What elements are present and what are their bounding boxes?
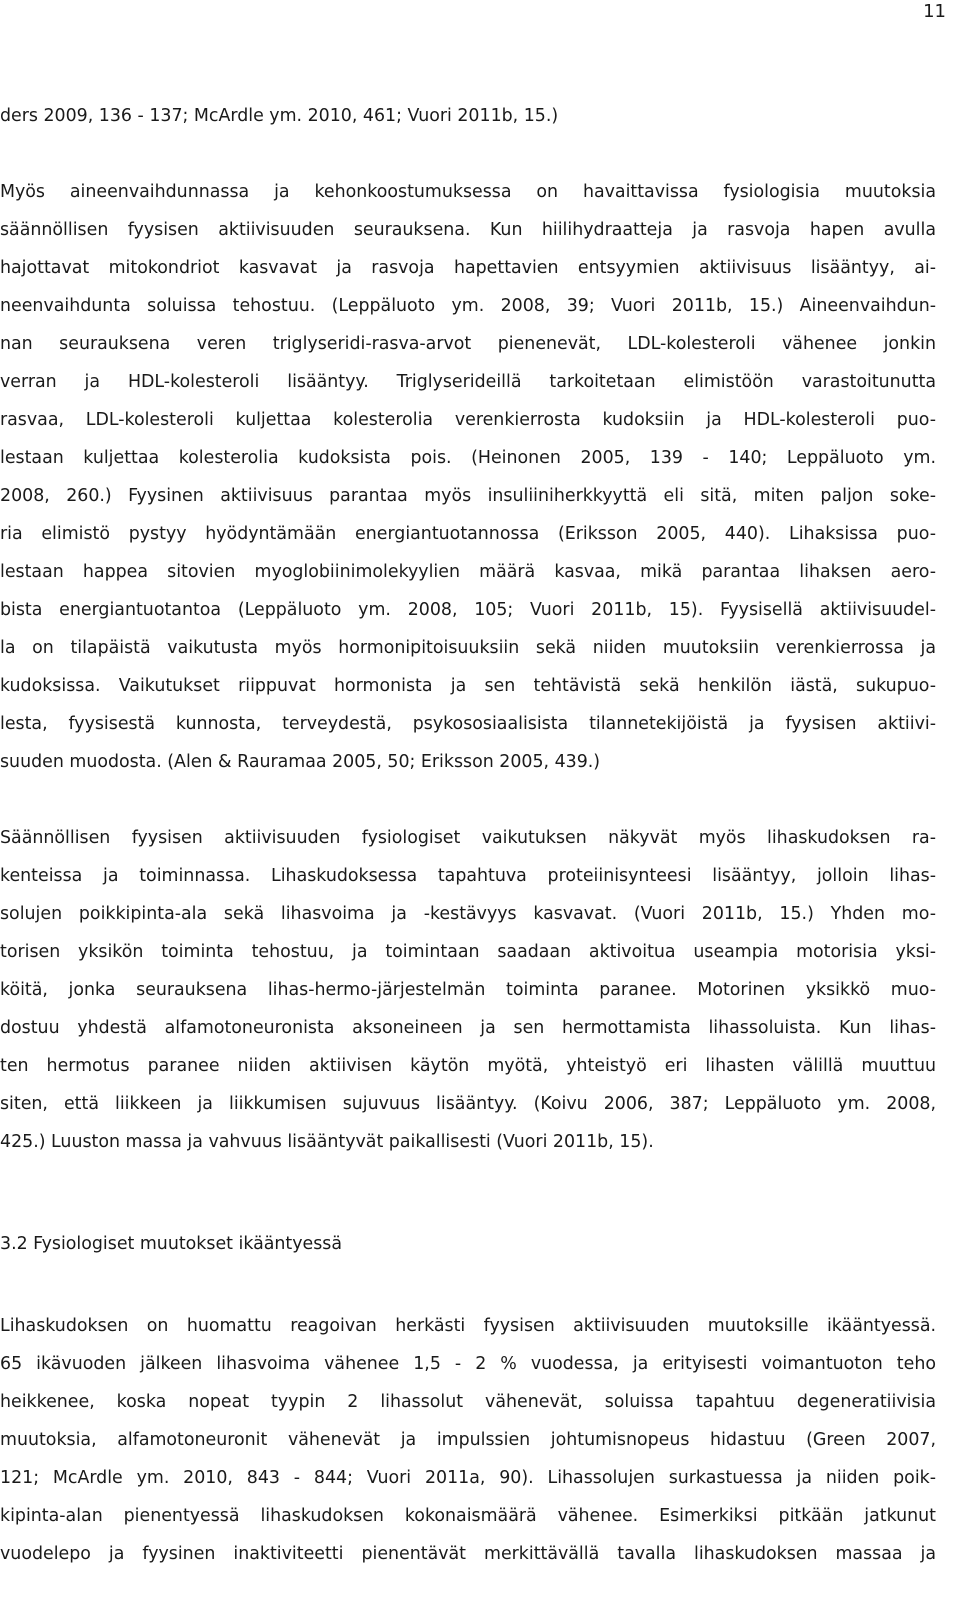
text-line: Säännöllisen fyysisen aktiivisuuden fysiologiset vaikutuksen näkyvät myös lihaskudoksen ra-: [0, 828, 936, 848]
text-line: 2008, 260.) Fyysinen aktiivisuus parantaa myös insuliiniherkkyyttä eli sitä, miten paljon soke-: [0, 486, 936, 506]
text-line: muutoksia, alfamotoneuronit vähenevät ja impulssien johtumisnopeus hidastuu (Green 2007,: [0, 1430, 936, 1450]
text-line: kipinta-alan pienentyessä lihaskudoksen kokonaismäärä vähenee. Esimerkiksi pitkään jatkunut: [0, 1506, 936, 1526]
text-line: Myös aineenvaihdunnassa ja kehonkoostumuksessa on havaittavissa fysiologisia muutoksia: [0, 182, 936, 202]
text-line: suuden muodosta. (Alen & Rauramaa 2005, 50; Eriksson 2005, 439.): [0, 752, 601, 772]
text-line: 425.) Luuston massa ja vahvuus lisääntyvät paikallisesti (Vuori 2011b, 15).: [0, 1132, 654, 1152]
text-line: köitä, jonka seurauksena lihas-hermo-järjestelmän toiminta paranee. Motorinen yksikkö muo-: [0, 980, 936, 1000]
text-line: verran ja HDL-kolesteroli lisääntyy. Triglyserideillä tarkoitetaan elimistöön varastoitunutta: [0, 372, 936, 392]
text-line: Lihaskudoksen on huomattu reagoivan herkästi fyysisen aktiivisuuden muutoksille ikääntyessä.: [0, 1316, 936, 1336]
text-line: ten hermotus paranee niiden aktiivisen käytön myötä, yhteistyö eri lihasten välillä muuttuu: [0, 1056, 936, 1076]
text-line: dostuu yhdestä alfamotoneuronista aksoneineen ja sen hermottamista lihassoluista. Kun lihas-: [0, 1018, 936, 1038]
text-line: heikkenee, koska nopeat tyypin 2 lihassolut vähenevät, soluissa tapahtuu degeneratiivisia: [0, 1392, 936, 1412]
text-line: siten, että liikkeen ja liikkumisen sujuvuus lisääntyy. (Koivu 2006, 387; Leppäluoto ym. 2008,: [0, 1094, 936, 1114]
page-number: 11: [923, 1, 946, 22]
text-line: rasvaa, LDL-kolesteroli kuljettaa kolesterolia verenkierrosta kudoksiin ja HDL-kolesteroli puo-: [0, 410, 936, 430]
text-line: hajottavat mitokondriot kasvavat ja rasvoja hapettavien entsyymien aktiivisuus lisääntyy, ai-: [0, 258, 936, 278]
text-line: la on tilapäistä vaikutusta myös hormonipitoisuuksiin sekä niiden muutoksiin verenkierrossa ja: [0, 638, 936, 658]
text-line: säännöllisen fyysisen aktiivisuuden seurauksena. Kun hiilihydraatteja ja rasvoja hapen avulla: [0, 220, 936, 240]
text-line: vuodelepo ja fyysinen inaktiviteetti pienentävät merkittävällä tavalla lihaskudoksen massaa ja: [0, 1544, 936, 1564]
text-line: lestaan kuljettaa kolesterolia kudoksista pois. (Heinonen 2005, 139 - 140; Leppäluoto ym.: [0, 448, 936, 468]
text-line: kenteissa ja toiminnassa. Lihaskudoksessa tapahtuva proteiinisynteesi lisääntyy, jolloin lihas-: [0, 866, 936, 886]
text-line: lestaan happea sitovien myoglobiinimolekyylien määrä kasvaa, mikä parantaa lihaksen aero-: [0, 562, 936, 582]
text-line: nan seurauksena veren triglyseridi-rasva-arvot pienenevät, LDL-kolesteroli vähenee jonkin: [0, 334, 936, 354]
text-line: lesta, fyysisestä kunnosta, terveydestä, psykososiaalisista tilannetekijöistä ja fyysisen aktiivi-: [0, 714, 936, 734]
section-heading: 3.2 Fysiologiset muutokset ikääntyessä: [0, 1234, 343, 1254]
text-line: kudoksissa. Vaikutukset riippuvat hormonista ja sen tehtävistä sekä henkilön iästä, sukupuo-: [0, 676, 936, 696]
text-line: 121; McArdle ym. 2010, 843 - 844; Vuori 2011a, 90). Lihassolujen surkastuessa ja niiden poik-: [0, 1468, 936, 1488]
text-line: solujen poikkipinta-ala sekä lihasvoima ja -kestävyys kasvavat. (Vuori 2011b, 15.) Yhden mo-: [0, 904, 936, 924]
text-line: bista energiantuotantoa (Leppäluoto ym. 2008, 105; Vuori 2011b, 15). Fyysisellä aktiivisuudel-: [0, 600, 936, 620]
text-line: neenvaihdunta soluissa tehostuu. (Leppäluoto ym. 2008, 39; Vuori 2011b, 15.) Aineenvaihdun-: [0, 296, 936, 316]
text-line: ria elimistö pystyy hyödyntämään energiantuotannossa (Eriksson 2005, 440). Lihaksissa puo-: [0, 524, 936, 544]
text-line: ders 2009, 136 - 137; McArdle ym. 2010, 461; Vuori 2011b, 15.): [0, 106, 559, 126]
text-line: torisen yksikön toiminta tehostuu, ja toimintaan saadaan aktivoitua useampia motorisia yksi-: [0, 942, 936, 962]
text-line: 65 ikävuoden jälkeen lihasvoima vähenee 1,5 - 2 % vuodessa, ja erityisesti voimantuoton teho: [0, 1354, 936, 1374]
